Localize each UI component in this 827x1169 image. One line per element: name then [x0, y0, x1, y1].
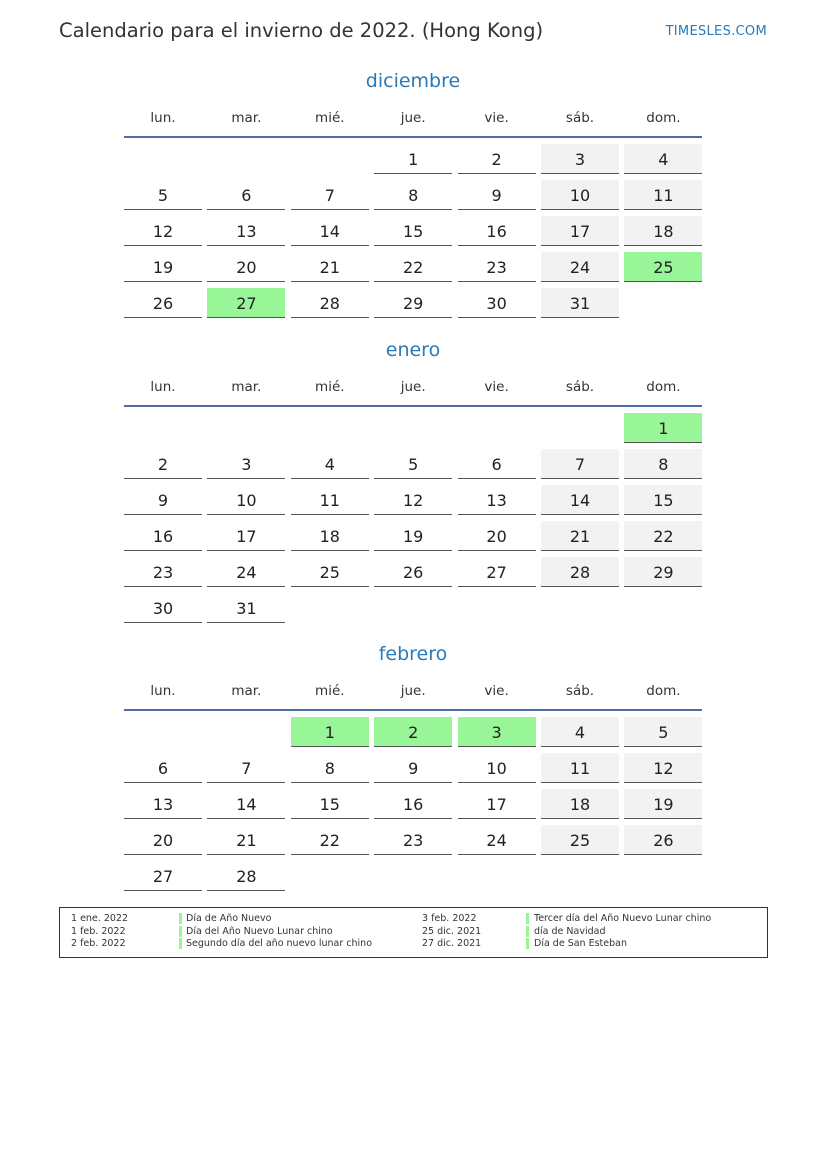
legend-item — [422, 913, 752, 925]
weekday-header: dom. — [646, 110, 681, 126]
holiday-day-cell: 2 — [374, 717, 452, 747]
day-cell: 24 — [458, 825, 536, 855]
holiday-day-cell: 1 — [291, 717, 369, 747]
header-rule — [124, 709, 702, 711]
legend-item — [71, 938, 401, 950]
legend-item — [422, 938, 752, 950]
day-cell: 2 — [124, 449, 202, 479]
day-cell: 24 — [541, 252, 619, 282]
legend-holiday-name: Día de San Esteban — [534, 938, 627, 949]
weekday-header: jue. — [400, 683, 426, 699]
day-cell: 22 — [291, 825, 369, 855]
day-cell: 15 — [374, 216, 452, 246]
day-cell: 19 — [124, 252, 202, 282]
holiday-day-cell: 1 — [624, 413, 702, 443]
day-cell: 6 — [124, 753, 202, 783]
day-cell: 10 — [207, 485, 285, 515]
day-cell: 18 — [624, 216, 702, 246]
day-cell: 26 — [124, 288, 202, 318]
day-cell: 17 — [458, 789, 536, 819]
day-cell: 2 — [458, 144, 536, 174]
day-cell: 23 — [124, 557, 202, 587]
day-cell: 17 — [207, 521, 285, 551]
header-rule — [124, 136, 702, 138]
day-cell: 11 — [291, 485, 369, 515]
weekday-header: mié. — [315, 379, 345, 395]
day-cell: 14 — [207, 789, 285, 819]
day-cell: 22 — [374, 252, 452, 282]
month-name: febrero — [378, 643, 448, 665]
day-cell: 12 — [624, 753, 702, 783]
weekday-header: mar. — [231, 379, 262, 395]
day-cell: 20 — [458, 521, 536, 551]
day-cell: 13 — [458, 485, 536, 515]
day-cell: 5 — [374, 449, 452, 479]
weekday-header: lun. — [150, 110, 176, 126]
month-name: enero — [385, 339, 441, 361]
day-cell: 31 — [541, 288, 619, 318]
holiday-day-cell: 3 — [458, 717, 536, 747]
day-cell: 9 — [374, 753, 452, 783]
day-cell: 27 — [124, 861, 202, 891]
legend-holiday-name: día de Navidad — [534, 925, 606, 937]
day-cell: 7 — [291, 180, 369, 210]
legend-item — [71, 913, 401, 925]
day-cell: 5 — [124, 180, 202, 210]
day-cell: 10 — [458, 753, 536, 783]
header-rule — [124, 405, 702, 407]
day-cell: 13 — [124, 789, 202, 819]
day-cell: 13 — [207, 216, 285, 246]
month-enero — [124, 339, 702, 618]
day-cell: 7 — [207, 753, 285, 783]
holiday-color-marker — [179, 938, 182, 949]
day-cell: 5 — [624, 717, 702, 747]
weekday-header: dom. — [646, 379, 681, 395]
legend-date: 1 feb. 2022 — [71, 925, 126, 937]
weekday-header: vie. — [484, 683, 509, 699]
day-cell: 24 — [207, 557, 285, 587]
day-cell: 21 — [541, 521, 619, 551]
month-febrero — [124, 643, 702, 903]
holiday-color-marker — [526, 938, 529, 949]
day-cell: 12 — [124, 216, 202, 246]
day-cell: 22 — [624, 521, 702, 551]
day-cell: 11 — [624, 180, 702, 210]
day-cell: 25 — [291, 557, 369, 587]
holiday-day-cell: 27 — [207, 288, 285, 318]
day-cell: 23 — [374, 825, 452, 855]
day-cell: 15 — [291, 789, 369, 819]
legend-item — [71, 926, 401, 938]
legend-holiday-name: Día de Año Nuevo — [186, 913, 272, 924]
legend-date: 2 feb. 2022 — [71, 938, 126, 949]
day-cell: 12 — [374, 485, 452, 515]
day-cell: 28 — [541, 557, 619, 587]
weekday-header: sáb. — [565, 683, 595, 699]
legend-holiday-name: Día del Año Nuevo Lunar chino — [186, 925, 333, 937]
day-cell: 17 — [541, 216, 619, 246]
day-cell: 3 — [541, 144, 619, 174]
day-cell: 26 — [624, 825, 702, 855]
day-cell: 9 — [124, 485, 202, 515]
weekday-header: mié. — [315, 683, 345, 699]
day-cell: 28 — [207, 861, 285, 891]
page-title: Calendario para el invierno de 2022. (Hong Kong) — [59, 19, 544, 42]
weekday-header: lun. — [150, 683, 176, 699]
weekday-header: mié. — [315, 110, 345, 126]
day-cell: 8 — [624, 449, 702, 479]
legend-date: 27 dic. 2021 — [422, 938, 482, 949]
holiday-color-marker — [179, 913, 182, 924]
day-cell: 20 — [207, 252, 285, 282]
legend-date: 25 dic. 2021 — [422, 925, 482, 937]
weekday-header: dom. — [646, 683, 681, 699]
weekday-header: jue. — [400, 379, 426, 395]
day-cell: 3 — [207, 449, 285, 479]
weekday-header: vie. — [484, 379, 509, 395]
day-cell: 29 — [624, 557, 702, 587]
day-cell: 14 — [291, 216, 369, 246]
weekday-header: lun. — [150, 379, 176, 395]
day-cell: 4 — [291, 449, 369, 479]
brand-link[interactable]: TIMESLES.COM — [665, 24, 767, 39]
day-cell: 9 — [458, 180, 536, 210]
weekday-header: sáb. — [565, 379, 595, 395]
day-cell: 19 — [374, 521, 452, 551]
day-cell: 6 — [207, 180, 285, 210]
day-cell: 4 — [624, 144, 702, 174]
day-cell: 8 — [374, 180, 452, 210]
weekday-header: sáb. — [565, 110, 595, 126]
day-cell: 16 — [374, 789, 452, 819]
weekday-header: mar. — [231, 110, 262, 126]
day-cell: 27 — [458, 557, 536, 587]
day-cell: 25 — [541, 825, 619, 855]
legend-date: 3 feb. 2022 — [422, 913, 477, 924]
day-cell: 21 — [291, 252, 369, 282]
holiday-color-marker — [526, 913, 529, 924]
day-cell: 31 — [207, 593, 285, 623]
day-cell: 6 — [458, 449, 536, 479]
day-cell: 23 — [458, 252, 536, 282]
holiday-day-cell: 25 — [624, 252, 702, 282]
legend-date: 1 ene. 2022 — [71, 913, 128, 924]
day-cell: 18 — [291, 521, 369, 551]
month-diciembre — [124, 70, 702, 330]
day-cell: 16 — [458, 216, 536, 246]
day-cell: 16 — [124, 521, 202, 551]
day-cell: 30 — [458, 288, 536, 318]
legend-item — [422, 926, 752, 938]
day-cell: 29 — [374, 288, 452, 318]
day-cell: 10 — [541, 180, 619, 210]
day-cell: 26 — [374, 557, 452, 587]
holiday-color-marker — [526, 926, 529, 937]
holiday-color-marker — [179, 926, 182, 937]
day-cell: 20 — [124, 825, 202, 855]
day-cell: 15 — [624, 485, 702, 515]
legend-holiday-name: Segundo día del año nuevo lunar chino — [186, 938, 373, 949]
weekday-header: jue. — [400, 110, 426, 126]
legend-holiday-name: Tercer día del Año Nuevo Lunar chino — [534, 913, 712, 924]
day-cell: 7 — [541, 449, 619, 479]
day-cell: 1 — [374, 144, 452, 174]
day-cell: 8 — [291, 753, 369, 783]
day-cell: 19 — [624, 789, 702, 819]
holiday-legend — [59, 907, 768, 958]
day-cell: 21 — [207, 825, 285, 855]
day-cell: 11 — [541, 753, 619, 783]
day-cell: 18 — [541, 789, 619, 819]
weekday-header: vie. — [484, 110, 509, 126]
day-cell: 14 — [541, 485, 619, 515]
day-cell: 4 — [541, 717, 619, 747]
day-cell: 30 — [124, 593, 202, 623]
month-name: diciembre — [365, 70, 461, 92]
day-cell: 28 — [291, 288, 369, 318]
weekday-header: mar. — [231, 683, 262, 699]
